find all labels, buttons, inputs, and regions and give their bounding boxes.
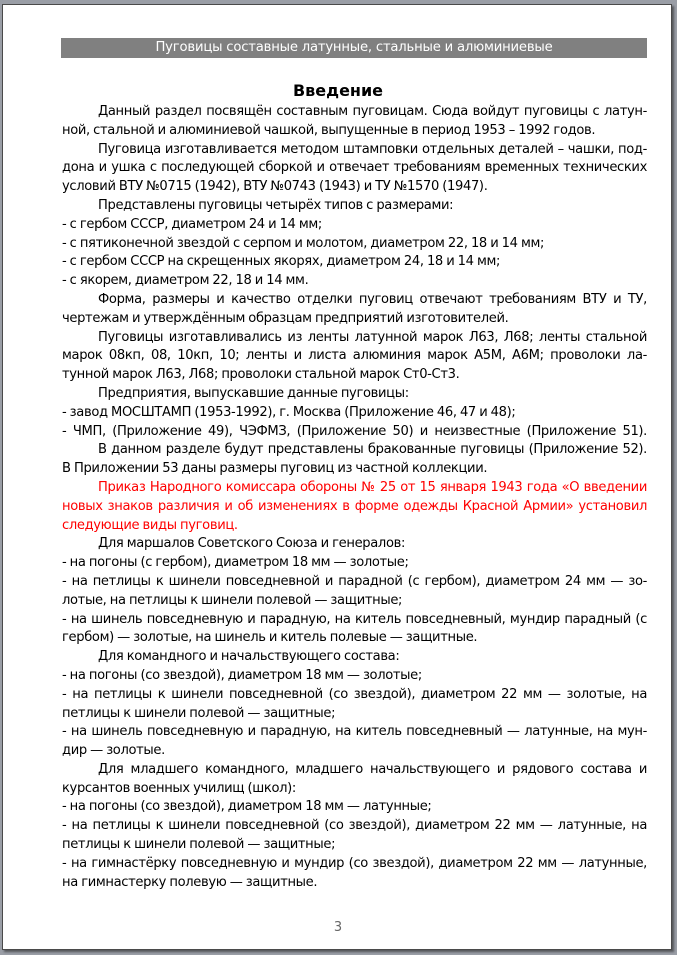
text-line: - на погоны (с гербом), диаметром 18 мм — золотые; <box>62 555 409 571</box>
text-line: петлицы к шинели полевой — защитные; <box>62 837 336 853</box>
text-line: чертежам и утверждённым образцам предприятий изготовителей. <box>62 310 509 326</box>
text-line: - ЧМП, (Приложение 49), ЧЭФМЗ, (Приложение 50) и неизвестные (Приложение 51). <box>62 423 647 439</box>
text-line: Для младшего командного, младшего начальствующего и рядового состава и <box>98 761 647 777</box>
text-line: петлицы к шинели полевой — защитные; <box>62 705 336 721</box>
highlighted-text-line: следующие виды пуговиц. <box>62 517 238 533</box>
text-line: условий ВТУ №0715 (1942), ВТУ №0743 (1943) и ТУ №1570 (1947). <box>62 179 488 195</box>
text-line: - на погоны (со звездой), диаметром 18 мм — латунные; <box>62 799 432 815</box>
text-line: - с пятиконечной звездой с серпом и молотом, диаметром 22, 18 и 14 мм; <box>62 235 545 251</box>
page-number: 3 <box>333 920 343 935</box>
text-line: на гимнастерку полевую — защитные. <box>62 874 318 890</box>
text-line: лотые, на петлицы к шинели полевой — защитные; <box>62 592 403 608</box>
text-line: - завод МОСШТАМП (1953-1992), г. Москва (Приложение 46, 47 и 48); <box>62 404 516 420</box>
document-page <box>2 4 672 950</box>
text-line: - с гербом СССР на скрещенных якорях, диаметром 24, 18 и 14 мм; <box>62 254 501 270</box>
text-line: - на петлицы к шинели повседневной (со звездой), диаметром 22 мм — латунные, на <box>62 818 647 834</box>
text-line: - на петлицы к шинели повседневной (со звездой), диаметром 22 мм — золотые, на <box>62 686 647 702</box>
text-line: - на шинель повседневную и парадную, на китель повседневный — латунные, на мун- <box>62 724 647 740</box>
text-line: Данный раздел посвящён составным пуговицам. Сюда войдут пуговицы с латун- <box>98 104 647 119</box>
text-line: - на шинель повседневную и парадную, на китель повседневный, мундир парадный (с <box>62 611 647 627</box>
text-line: Для командного и начальствующего состава: <box>98 649 400 665</box>
text-line: Представлены пуговицы четырёх типов с размерами: <box>98 197 454 213</box>
text-line: курсантов военных училищ (школ): <box>62 780 296 796</box>
text-line: Пуговицы изготавливались из ленты латунной марок Л63, Л68; ленты стальной <box>98 329 647 345</box>
text-line: дир — золотые. <box>62 743 165 759</box>
text-line: дона и ушка с последующей сборкой и отвечает требованиям временных технических <box>62 160 647 176</box>
text-line: гербом) — золотые, на шинель и китель полевые — защитные. <box>62 630 478 646</box>
text-line: Для маршалов Советского Союза и генералов: <box>98 536 406 552</box>
text-line: Пуговица изготавливается методом штамповки отдельных деталей – чашки, под- <box>98 141 647 157</box>
section-title: Введение <box>292 81 384 100</box>
text-line: - с гербом СССР, диаметром 24 и 14 мм; <box>62 216 322 232</box>
text-line: - на петлицы к шинели повседневной и парадной (с гербом), диаметром 24 мм — зо- <box>62 573 647 589</box>
text-line: Форма, размеры и качество отделки пуговиц отвечают требованиям ВТУ и ТУ, <box>98 291 647 307</box>
highlighted-text-line: новых знаков различия и об изменениях в форме одежды Красной Армии» установил <box>62 498 647 514</box>
text-line: ной, стальной и алюминиевой чашкой, выпущенные в период 1953 – 1992 годов. <box>62 122 596 138</box>
text-line: - на погоны (со звездой), диаметром 18 мм — золотые; <box>62 667 422 683</box>
text-line: тунной марок Л63, Л68; проволоки стальной марок Ст0-Ст3. <box>62 367 460 383</box>
text-line: - на гимнастёрку повседневную и мундир (со звездой), диаметром 22 мм — латунные, <box>62 855 647 871</box>
text-line: - с якорем, диаметром 22, 18 и 14 мм. <box>62 273 309 289</box>
running-head: Пуговицы составные латунные, стальные и алюминиевые <box>61 38 647 58</box>
highlighted-text-line: Приказ Народного комиссара обороны № 25 от 15 января 1943 года «О введении <box>98 479 647 495</box>
text-line: В данном разделе будут представлены бракованные пуговицы (Приложение 52). <box>98 442 647 458</box>
body-text <box>62 103 647 892</box>
text-line: В Приложении 53 даны размеры пуговиц из частной коллекции. <box>62 461 488 477</box>
text-line: марок 08кп, 08, 10кп, 10; ленты и листа алюминия марок А5М, А6М; проволоки ла- <box>62 348 647 364</box>
text-line: Предприятия, выпускавшие данные пуговицы: <box>98 385 409 401</box>
